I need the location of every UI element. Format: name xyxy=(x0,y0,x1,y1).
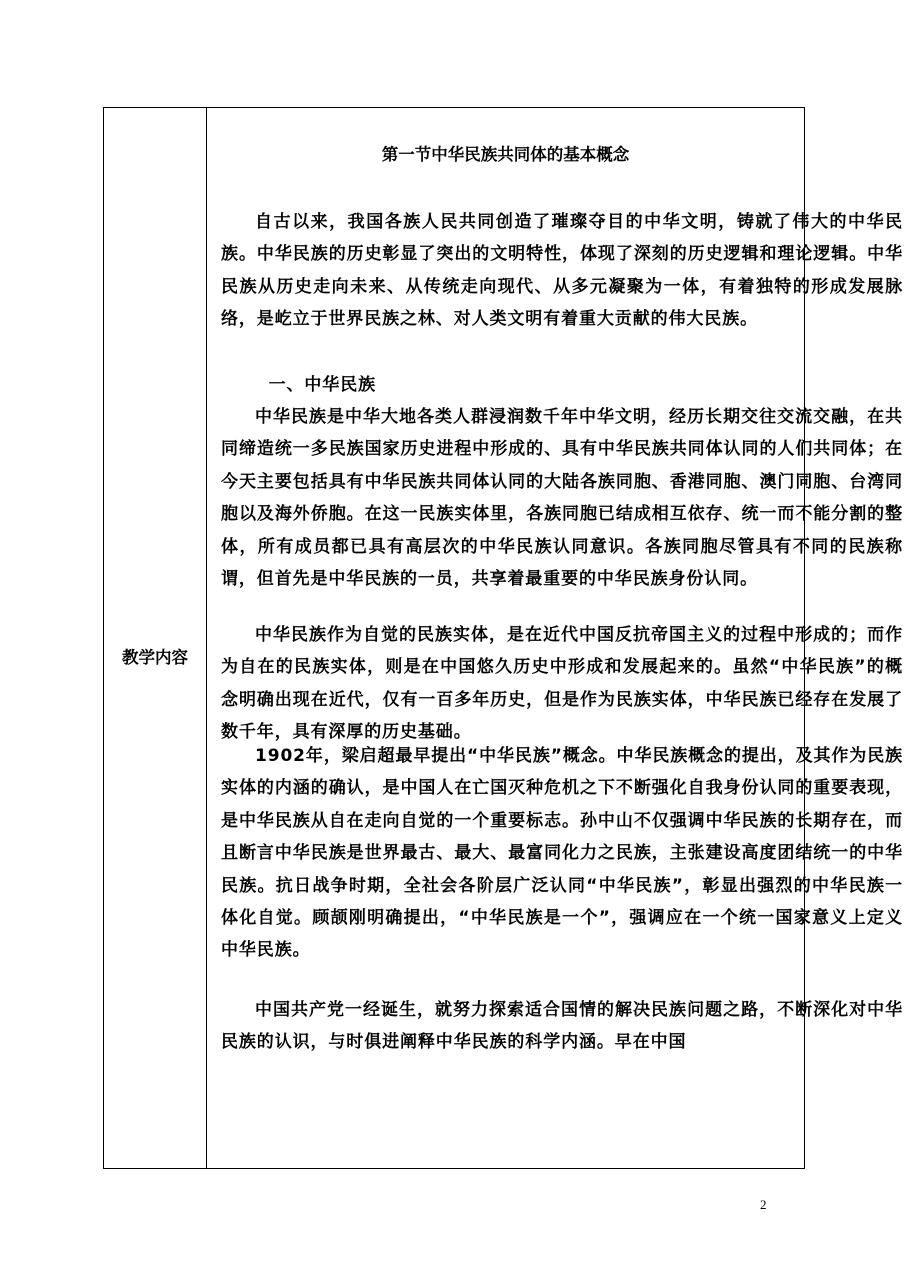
subheading-chinese-nation: 一、中华民族 xyxy=(268,375,376,395)
paragraph-intro: 自古以来，我国各族人民共同创造了璀璨夺目的中华文明，铸就了伟大的中华民族。中华民族的历史彰显了突出的文明特性，体现了深刻的历史逻辑和理论逻辑。中华民族从历史走向未来、从传统走向现代、从多元凝聚为一体，有着独特的形成发展脉络，是屹立于世界民族之林、对人类文明有着重大贡献的伟大民族。 xyxy=(221,212,903,330)
row-label-cell xyxy=(104,108,207,1168)
paragraph-cpc: 中国共产党一经诞生，就努力探索适合国情的解决民族问题之路，不断深化对中华民族的认识，与时俱进阐释中华民族的科学内涵。早在中国 xyxy=(221,1000,903,1053)
paragraph-definition: 中华民族是中华大地各类人群浸润数千年中华文明，经历长期交往交流交融，在共同缔造统一多民族国家历史进程中形成的、具有中华民族共同体认同的人们共同体；在今天主要包括具有中华民族共同体认同的大陆各族同胞、香港同胞、澳门同胞、台湾同胞以及海外侨胞。在这一民族实体里，各族同胞已结成相互依存、统一而不能分割的整体，所有成员都已具有高层次的中华民族认同意识。各族同胞尽管具有不同的民族称谓，但首先是中华民族的一员，共享着最重要的中华民族身份认同。 xyxy=(221,407,903,590)
paragraph-conscious-entity: 中华民族作为自觉的民族实体，是在近代中国反抗帝国主义的过程中形成的；而作为自在的民族实体，则是在中国悠久历史中形成和发展起来的。虽然“中华民族”的概念明确出现在近代，仅有一百多年历史，但是作为民族实体，中华民族已经存在发展了数千年，具有深厚的历史基础。 xyxy=(221,625,903,743)
paragraph-history-concept: 1902年，梁启超最早提出“中华民族”概念。中华民族概念的提出，及其作为民族实体的内涵的确认，是中国人在亡国灭种危机之下不断强化自我身份认同的重要表现，是中华民族从自在走向自觉的一个重要标志。孙中山不仅强调中华民族的长期存在，而且断言中华民族是世界最古、最大、最富同化力之民族，主张建设高度团结统一的中华民族。抗日战争时期，全社会各阶层广泛认同“中华民族”，彰显出强烈的中华民族一体化自觉。顾颉刚明确提出，“中华民族是一个”，强调应在一个统一国家意义上定义中华民族。 xyxy=(221,746,903,961)
content-table xyxy=(103,107,903,1169)
page-number: 2 xyxy=(760,1197,767,1212)
row-label: 教学内容 xyxy=(122,648,188,667)
section-heading: 第一节中华民族共同体的基本概念 xyxy=(381,145,630,164)
content-cell xyxy=(207,108,903,1168)
